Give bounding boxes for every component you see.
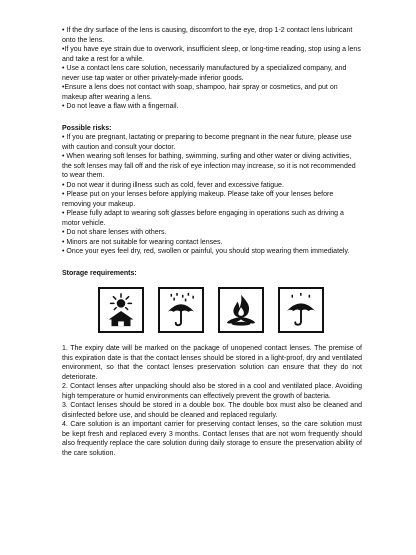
storage-item: 2. Contact lenses after unpacking should also be stored in a cool and ventilated place. Avoiding high temperature or humid environments can effectively prevent the growth of bacteria. [62,383,362,400]
risk-item: • When wearing soft lenses for bathing, swimming, surfing and other water or diving activities, the soft lenses may fall off and the risk of eye infection may increase, so it is not recommended to wear them. [62,153,356,179]
keep-away-from-sunlight-icon [98,287,144,333]
intro-item: •If you have eye strain due to overwork, insufficient sleep, or long-time reading, stop using a lens and take a rest for a while. [62,46,361,63]
keep-dry-umbrella-rain-icon [158,287,204,333]
risk-item: • Please fully adapt to wearing soft glasses before engaging in operations such as driving a motor vehicle. [62,210,344,227]
risk-item: • Please put on your lenses before applying makeup. Please take off your lenses before removing your makeup. [62,191,334,208]
risk-item: • If you are pregnant, lactating or preparing to become pregnant in the near future, please use with caution and consult your doctor. [62,134,352,151]
intro-item: • If the dry surface of the lens is causing, discomfort to the eye, drop 1-2 contact lens lubricant onto the lens. [62,27,353,44]
risks-heading: Possible risks: [62,124,112,132]
storage-numbered-list [62,344,362,458]
storage-item: 3. Contact lenses should be stored in a double box. The double box must also be cleaned and disinfected before use, and should be cleaned and replaced regularly. [62,402,362,419]
risks-list [62,133,362,257]
intro-list [62,26,362,112]
risk-item: • Do not wear it during illness such as cold, fever and excessive fatigue. [62,181,284,189]
storage-item: 4. Care solution is an important carrier for preserving contact lenses, so the care solution must be kept fresh and replaced every 3 months. Contact lenses that are not worn frequently should also frequently replace the care solution during daily storage to ensure the preservation ability of the care solution. [62,421,362,457]
keep-dry-umbrella-icon [278,287,324,333]
intro-item: •Ensure a lens does not contact with soap, shampoo, hair spray or cosmetics, and put on makeup after wearing a lens. [62,84,338,101]
storage-icons-row [62,287,362,333]
document-page [62,26,362,458]
intro-item: • Do not leave a flaw with a fingernail. [62,103,179,110]
keep-away-from-fire-icon [218,287,264,333]
intro-item: • Use a contact lens care solution, necessarily manufactured by a specialized company, and never use tap water or other privately-made inferior goods. [62,65,347,82]
storage-heading: Storage requirements: [62,269,137,277]
risk-item: • Minors are not suitable for wearing contact lenses. [62,238,223,246]
storage-item: 1. The expiry date will be marked on the package of unopened contact lenses. The premise of this expiration date is that the contact lenses should be stored in a light-proof, dry and ventilated environment, so that the contact lenses preservation solution can ensure that they do not deteriorate. [62,345,362,381]
risk-item: • Do not share lenses with others. [62,229,167,236]
risk-item: • Once your eyes feel dry, red, swollen or painful, you should stop wearing them immediately. [62,248,350,255]
